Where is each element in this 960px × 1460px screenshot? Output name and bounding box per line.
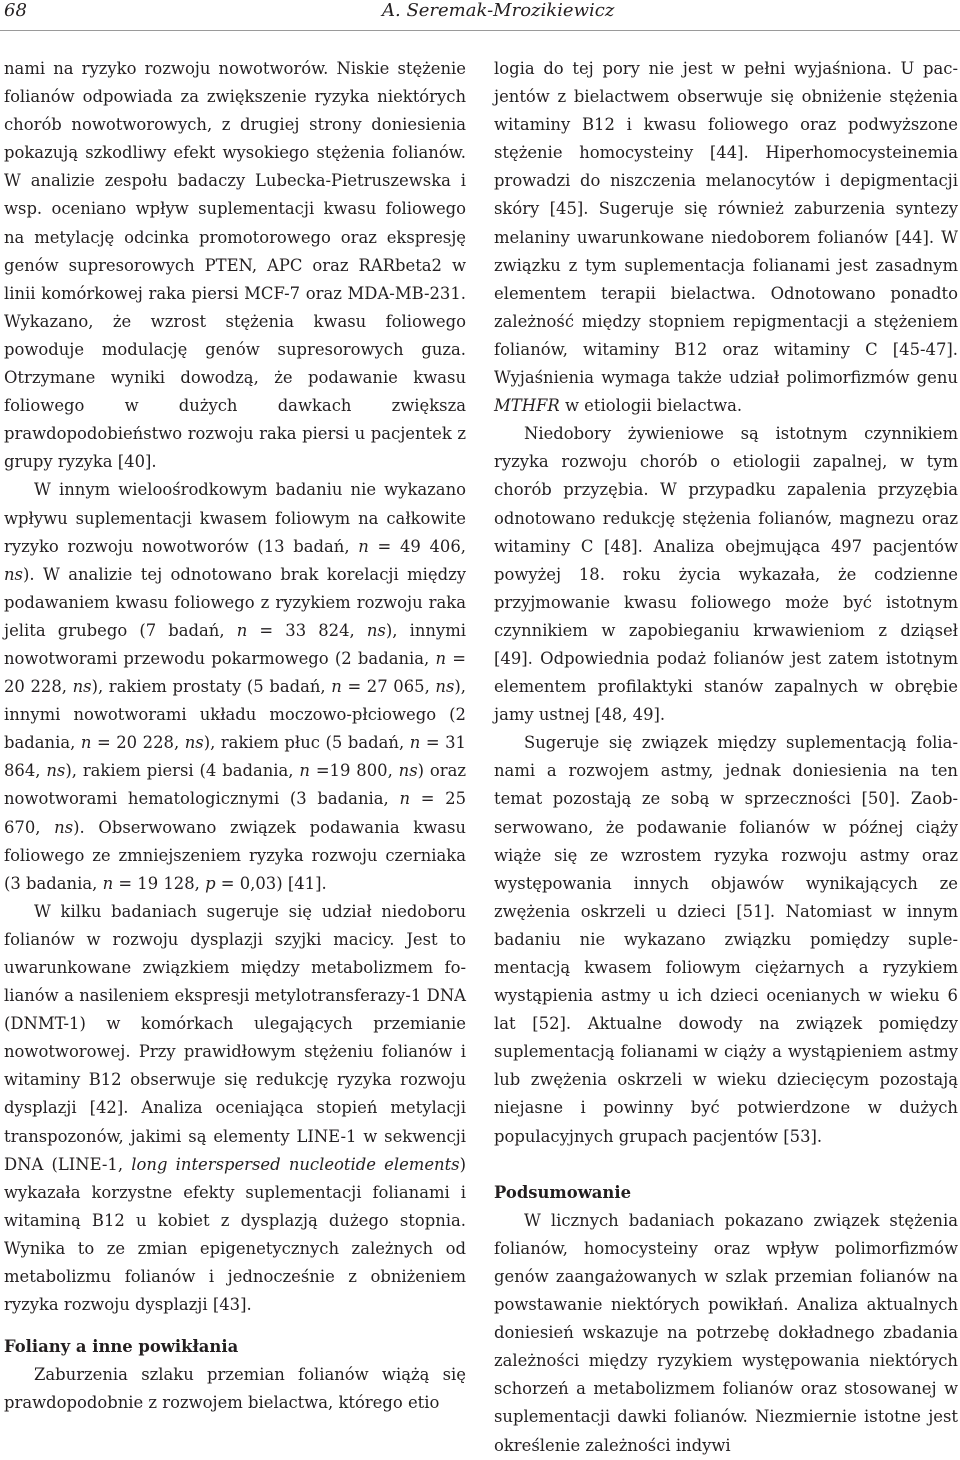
text-run: = 20 228,	[4, 648, 466, 697]
italic-ns: ns	[54, 817, 74, 837]
paragraph	[494, 55, 958, 420]
italic-n: n	[236, 620, 248, 640]
text-run: = 19 128,	[113, 873, 206, 893]
spacer	[494, 1151, 958, 1179]
left-column	[4, 55, 466, 1418]
text-run: ), rakiem piersi (4 badania,	[65, 761, 300, 781]
section-heading: Podsumowanie	[494, 1182, 631, 1202]
italic-n: n	[435, 648, 447, 668]
text-run: W innym wieloośrodkowym badaniu nie wykazano wpływu suplementacji kwasem foliowym na całkowite ryzyko rozwoju nowotworów (13 badań,	[4, 480, 466, 556]
text-run: = 0,03) [41].	[215, 873, 327, 893]
italic-term: long interspersed nucleotide elements	[131, 1154, 460, 1174]
italic-ns: ns	[184, 733, 204, 753]
page-number: 68	[4, 0, 27, 21]
text-run: = 31 864,	[4, 733, 466, 781]
text-run: = 33 824,	[247, 620, 367, 640]
right-column	[494, 55, 958, 1460]
paragraph: Sugeruje się związek między suplementacją folianami a rozwojem astmy, jednak doniesienia na ten temat pozostają ze sobą w sprzeczności [50]. Zaobserwowano, że podawanie folianów w późnej ciąży wiąże się ze wzrostem ryzyka rozwoju astmy oraz występowania innych objawów wynikających ze zwężenia oskrzeli u dzieci [51]. Natomiast w innym badaniu nie wykazano związku pomiędzy suplementacją kwasem foliowym ciężarnych a ryzykiem wystąpienia astmy u ich dzieci ocenianych w wieku 6 lat [52]. Aktualne dowody na związek pomiędzy suplementacją folianami w ciąży a wystąpieniem astmy lub zwężenia oskrzeli w wieku dziecięcym pozostają niejasne i powinny być potwierdzone w dużych populacyjnych grupach pacjentów [53].	[494, 733, 958, 1146]
italic-n: n	[331, 677, 342, 697]
spacer	[4, 1319, 466, 1333]
text-run: ). Obserwowano związek podawania kwasu foliowego ze zmniejszeniem ryzyka rozwoju czerniaka (3 badania,	[4, 817, 466, 893]
text-run: ) wykazała korzystne efekty suplementacji folianami i witaminą B12 u kobiet z dysplazją dużego stopnia. Wynika to ze zmian epigenetycznych zależnych od metabolizmu folianów i jednocześnie z obniżeniem ryzyka rozwoju dysplazji [43].	[4, 1154, 466, 1315]
italic-n: n	[102, 873, 114, 893]
italic-p: p	[205, 873, 216, 893]
italic-ns: ns	[398, 761, 418, 781]
italic-n: n	[299, 761, 310, 781]
text-run: ), rakiem prostaty (5 badań,	[91, 677, 332, 697]
paragraph: W licznych badaniach pokazano związek stężenia folianów, homocysteiny oraz wpływ polimorfizmów genów zaangażowanych w szlak przemian folianów na powstawanie niektórych powikłań. Analiza aktualnych doniesień wskazuje na potrzebę dokładnego zbadania zależności między ryzykiem występowania niektórych schorzeń a metabolizmem folianów oraz stosowanej w suplementacji dawki folianów. Niezmiernie istotne jest określenie zależności indywi	[494, 1210, 958, 1455]
text-run: = 25 670,	[4, 789, 466, 837]
section-heading: Foliany a inne powikłania	[4, 1337, 239, 1357]
italic-n: n	[80, 733, 92, 753]
italic-n: n	[358, 536, 369, 556]
italic-ns: ns	[435, 677, 455, 697]
italic-ns: ns	[366, 620, 386, 640]
gene-name: MTHFR	[494, 396, 560, 416]
text-run: w etiologii bielactwa.	[559, 396, 743, 416]
text-run: ) oraz nowotworami hematologicznymi (3 badania,	[4, 761, 467, 809]
paragraph	[4, 476, 466, 897]
paragraph: nami na ryzyko rozwoju nowotworów. Niskie stężenie folianów odpowiada za zwiększenie ryzyka niektórych chorób nowotworowych, z drugiej strony doniesienia pokazują szkodliwy efekt wysokiego stężenia folianów. W analizie zespołu badaczy Lubecka-Pietruszewska i wsp. oceniano wpływ suplementacji kwasu foliowego na metylację odcinka promotorowego oraz ekspresję genów supresorowych PTEN, APC oraz RARbeta2 w linii komórkowej raka piersi MCF-7 oraz MDA-MB-231. Wykazano, że wzrost stężenia kwasu foliowego powoduje modulację genów supresorowych guza. Otrzymane wyniki dowodzą, że podawanie kwasu foliowego w dużych dawkach zwiększa prawdopodobieństwo rozwoju raka piersi u pacjentek z grupy ryzyka [40].	[4, 59, 466, 472]
running-author: A. Seremak-Mrozikiewicz	[382, 0, 615, 21]
text-run: =19 800,	[309, 761, 399, 781]
text-run: ). W analizie tej odnotowano brak korelacji między podawaniem kwasu foliowego z ryzykiem rozwoju raka jelita grubego (7 badań,	[4, 564, 466, 640]
text-run: = 20 228,	[91, 733, 185, 753]
text-run: ), innymi nowotworami układu moczowo-płciowego (2 badania,	[4, 677, 466, 753]
text-run: ), innymi nowotworami przewodu pokarmowego (2 badania,	[4, 620, 466, 668]
paragraph: Zaburzenia szlaku przemian folianów wiążą się prawdopodobnie z rozwojem bielactwa, którego etio	[4, 1365, 466, 1413]
text-run: W kilku badaniach sugeruje się udział niedoboru folianów w rozwoju dysplazji szyjki macicy. Jest to uwarunkowane związkiem między metabolizmem folianów a nasileniem ekspresji metylotransferazy-1 DNA (DNMT-1) w komórkach ulegających przemianie nowotworowej. Przy prawidłowym stężeniu folianów i witaminy B12 obserwuje się redukcję ryzyka rozwoju dysplazji [42]. Analiza oceniająca stopień metylacji transpozonów, jakimi są elementy LINE-1 w sekwencji DNA (LINE-1,	[4, 901, 466, 1174]
italic-n: n	[399, 789, 410, 809]
italic-ns: ns	[72, 677, 92, 697]
italic-n: n	[409, 733, 421, 753]
running-header	[0, 0, 960, 31]
paragraph	[4, 898, 466, 1319]
paragraph: Niedobory żywieniowe są istotnym czynnikiem ryzyka rozwoju chorób o etiologii zapalnej, w tym chorób przyzębia. W przypadku zapalenia przyzębia odnotowano redukcję stężenia folianów, magnezu oraz witaminy C [48]. Analiza obejmująca 497 pacjentów powyżej 18. roku życia wykazała, że codzienne przyjmowanie kwasu foliowego może być istotnym czynnikiem w zapobieganiu krwawieniom z dziąseł [49]. Odpowiednia podaż folianów jest zatem istotnym elementem profilaktyki stanów zapalnych w obrębie jamy ustnej [48, 49].	[494, 424, 958, 725]
text-run: logia do tej pory nie jest w pełni wyjaśniona. U pacjentów z bielactwem obserwuje się obniżenie stężenia witaminy B12 i kwasu foliowego oraz podwyższone stężenie homocysteiny [44]. Hiperhomocysteinemia prowadzi do niszczenia melanocytów i depigmentacji skóry [45]. Sugeruje się również zaburzenia syntezy melaniny uwarunkowane niedoborem folianów [44]. W związku z tym suplementacja folianami jest zasadnym elementem terapii bielactwa. Odnotowano ponadto zależność między stopniem repigmentacji a stężeniem folianów, witaminy B12 oraz witaminy C [45-47]. Wyjaśnienia wymaga także udział polimorfizmów genu	[494, 59, 958, 388]
italic-ns: ns	[4, 564, 23, 584]
text-run: = 49 406,	[368, 536, 466, 556]
italic-ns: ns	[46, 761, 66, 781]
text-run: = 27 065,	[341, 677, 436, 697]
text-run: ), rakiem płuc (5 badań,	[203, 733, 410, 753]
